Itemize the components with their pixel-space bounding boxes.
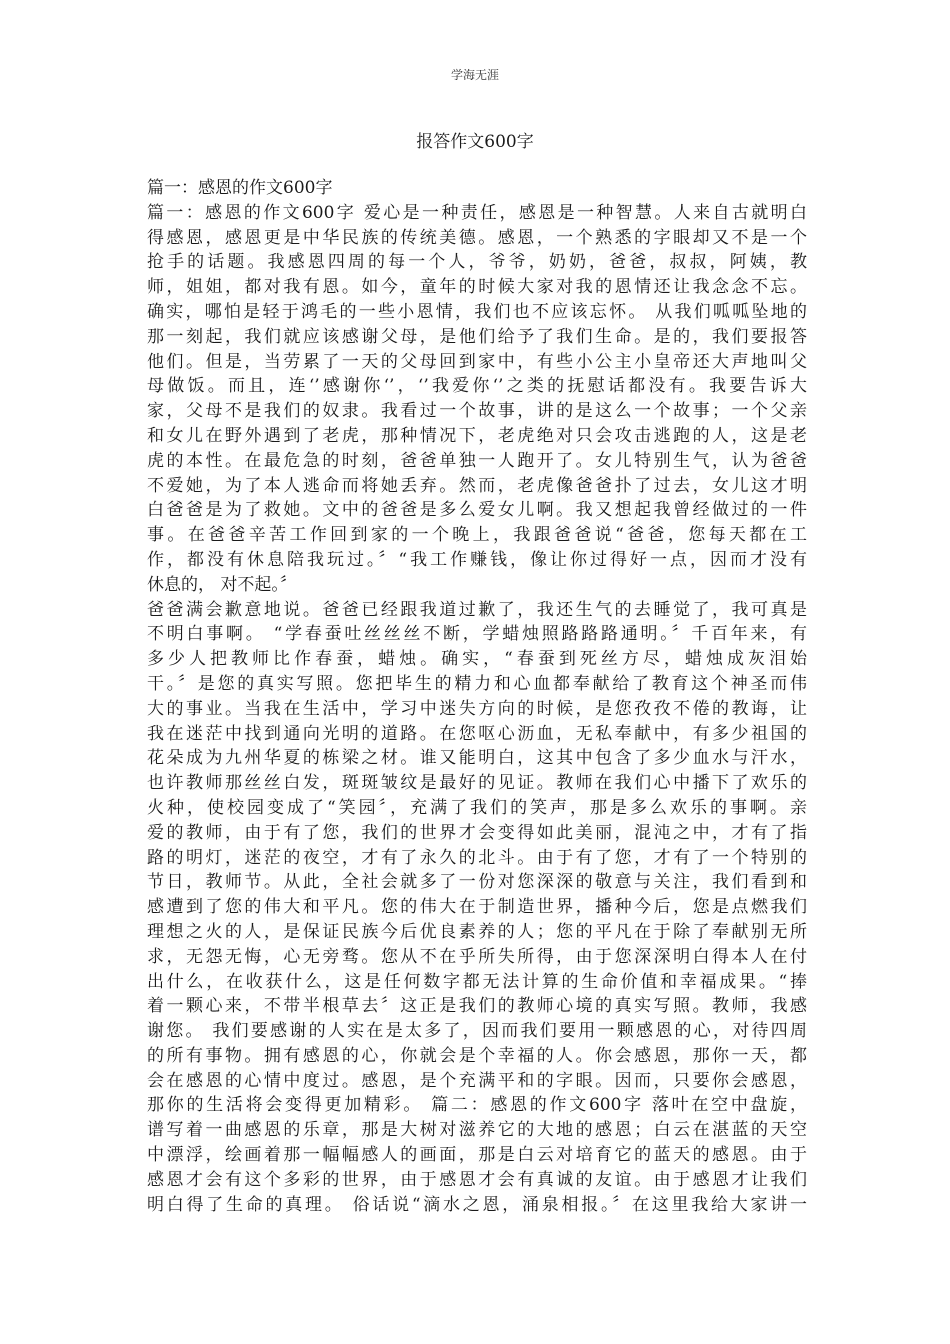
text-line: 爱的教师，由于有了您，我们的世界才会变得如此美丽，混沌之中，才有了指 bbox=[147, 822, 807, 843]
text-line: 和女儿在野外遇到了老虎，那种情况下，老虎绝对只会攻击逃跑的人，这是老 bbox=[147, 425, 807, 446]
text-line: 花朵成为九州华夏的栋梁之材。谁又能明白，这其中包含了多少血水与汗水， bbox=[147, 748, 807, 769]
text-line: 休息的， 对不起。〞 bbox=[147, 574, 297, 595]
text-line: 也许教师那丝丝白发，斑斑皱纹是最好的见证。教师在我们心中播下了欢乐的 bbox=[147, 773, 807, 794]
text-line: 的所有事物。拥有感恩的心，你就会是个幸福的人。你会感恩，那你一天，都 bbox=[147, 1045, 807, 1066]
header-watermark: 学海无涯 bbox=[450, 68, 499, 82]
text-line: 事。在爸爸辛苦工作回到家的一个晚上，我跟爸爸说“爸爸，您每天都在工 bbox=[147, 525, 807, 546]
text-line: 不爱她，为了本人逃命而将她丢弃。然而，老虎像爸爸扑了过去，女儿这才明 bbox=[147, 475, 807, 496]
text-line: 节日，教师节。从此，全社会就多了一份对您深深的敬意与关注，我们看到和 bbox=[147, 872, 807, 893]
text-line: 大的事业。当我在生活中，学习中迷失方向的时候，是您孜孜不倦的教诲，让 bbox=[147, 698, 807, 719]
text-line: 谱写着一曲感恩的乐章，那是大树对滋养它的大地的感恩；白云在湛蓝的天空 bbox=[147, 1120, 807, 1141]
text-line: 干。〞是您的真实写照。您把毕生的精力和心血都奉献给了教育这个神圣而伟 bbox=[147, 673, 807, 694]
text-line: 会在感恩的心情中度过。感恩，是个充满平和的字眼。因而，只要你会感恩， bbox=[147, 1070, 807, 1091]
text-line: 求，无怨无悔，心无旁骛。您从不在乎所失所得，由于您深深明白得本人在付 bbox=[147, 946, 807, 967]
text-line: 理想之火的人，是保证民族今后优良素养的人；您的平凡在于除了奉献别无所 bbox=[147, 921, 807, 942]
text-line: 白爸爸是为了救她。文中的爸爸是多么爱女儿啊。我又想起我曾经做过的一件 bbox=[147, 500, 807, 521]
text-line: 不明白事啊。 “学春蚕吐丝丝丝不断，学蜡烛照路路路通明。〞千百年来，有 bbox=[147, 624, 807, 645]
text-line: 我在迷茫中找到通向光明的道路。在您呕心沥血，无私奉献中，有多少祖国的 bbox=[147, 723, 807, 744]
text-line: 篇一：感恩的作文600字 爱心是一种责任，感恩是一种智慧。人来自古就明白 bbox=[147, 202, 807, 223]
text-line: 篇一：感恩的作文600字 bbox=[147, 178, 333, 198]
document-body bbox=[147, 176, 807, 1217]
text-line: 感恩才会有这个多彩的世界，由于感恩才会有真诚的友谊。由于感恩才让我们 bbox=[147, 1169, 807, 1190]
text-line: 确实，哪怕是轻于鸿毛的一些小恩情，我们也不应该忘怀。 从我们呱呱坠地的 bbox=[147, 301, 807, 322]
document-title: 报答作文600字 bbox=[416, 132, 534, 152]
text-line: 他们。但是，当劳累了一天的父母回到家中，有些小公主小皇帝还大声地叫父 bbox=[147, 351, 807, 372]
text-line: 那你的生活将会变得更加精彩。 篇二：感恩的作文600字 落叶在空中盘旋， bbox=[147, 1095, 807, 1116]
text-line: 作，都没有休息陪我玩过。〞“我工作赚钱，像让你过得好一点，因而才没有 bbox=[147, 549, 807, 570]
text-line: 着一颗心来，不带半根草去〞这正是我们的教师心境的真实写照。教师，我感 bbox=[147, 996, 807, 1017]
text-line: 火种，使校园变成了“笑园〞，充满了我们的笑声，那是多么欢乐的事啊。亲 bbox=[147, 797, 807, 818]
text-line: 谢您。 我们要感谢的人实在是太多了，因而我们要用一颗感恩的心，对待四周 bbox=[147, 1021, 807, 1042]
text-line: 那一刻起，我们就应该感谢父母，是他们给予了我们生命。是的，我们要报答 bbox=[147, 326, 807, 347]
text-line: 师，姐姐，都对我有恩。如今，童年的时候大家对我的恩情还让我念念不忘。 bbox=[147, 277, 807, 298]
text-line: 抢手的话题。我感恩四周的每一个人，爷爷，奶奶，爸爸，叔叔，阿姨，教 bbox=[147, 252, 807, 273]
text-line: 明白得了生命的真理。 俗话说“滴水之恩，涌泉相报。〞在这里我给大家讲一 bbox=[147, 1194, 807, 1215]
text-line: 出什么，在收获什么，这是任何数字都无法计算的生命价值和幸福成果。“捧 bbox=[147, 971, 807, 992]
text-line: 虎的本性。在最危急的时刻，爸爸单独一人跑开了。女儿特别生气，认为爸爸 bbox=[147, 450, 807, 471]
text-line: 家，父母不是我们的奴隶。我看过一个故事，讲的是这么一个故事；一个父亲 bbox=[147, 401, 807, 422]
text-line: 母做饭。而且，连‘’感谢你‘’，‘’我爱你‘’之类的抚慰话都没有。我要告诉大 bbox=[147, 376, 807, 397]
text-line: 路的明灯，迷茫的夜空，才有了永久的北斗。由于有了您，才有了一个特别的 bbox=[147, 847, 807, 868]
text-line: 中漂浮，绘画着那一幅幅感人的画面，那是白云对培育它的蓝天的感恩。由于 bbox=[147, 1145, 807, 1166]
text-line: 爸爸满会歉意地说。爸爸已经跟我道过歉了，我还生气的去睡觉了，我可真是 bbox=[147, 599, 807, 620]
text-line: 多少人把教师比作春蚕，蜡烛。确实，“春蚕到死丝方尽，蜡烛成灰泪始 bbox=[147, 649, 807, 670]
text-line: 得感恩，感恩更是中华民族的传统美德。感恩，一个熟悉的字眼却又不是一个 bbox=[147, 227, 807, 248]
text-line: 感遭到了您的伟大和平凡。您的伟大在于制造世界，播种今后，您是点燃我们 bbox=[147, 897, 807, 918]
